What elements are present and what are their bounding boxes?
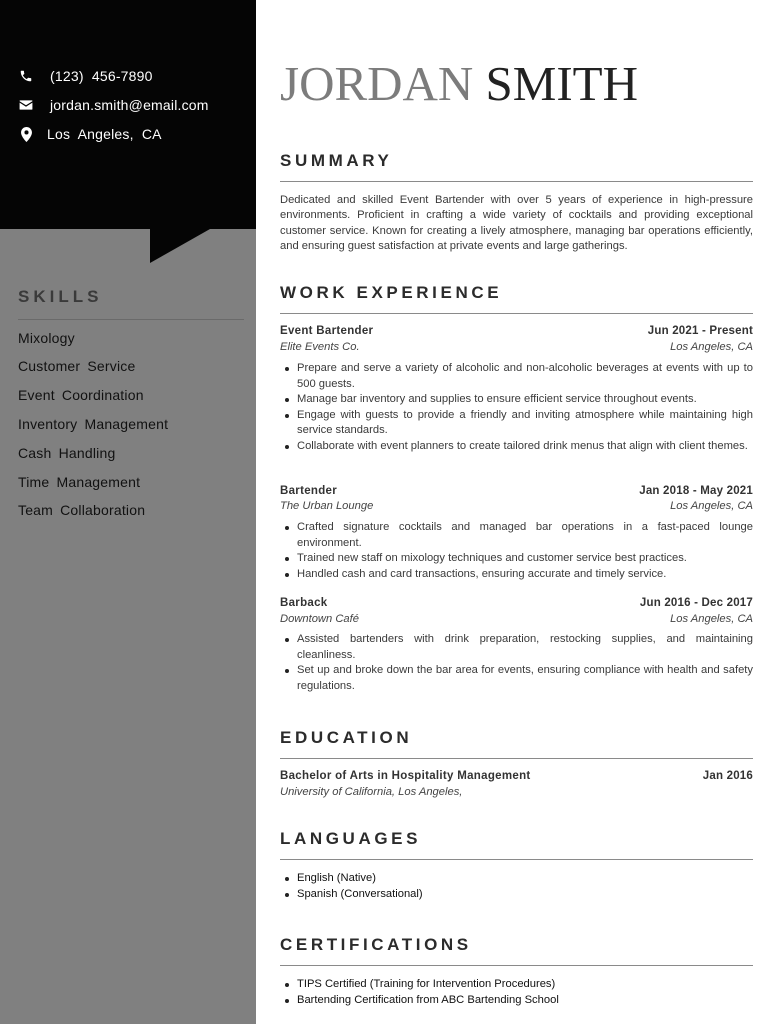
list-item: Handled cash and card transactions, ensuring accurate and timely service. xyxy=(280,567,753,583)
list-item: Bartending Certification from ABC Bartending School xyxy=(280,993,753,1009)
graduation-date: Jan 2016 xyxy=(702,770,753,782)
job-dates: Jan 2018 - May 2021 xyxy=(639,485,753,497)
job-title: Event Bartender xyxy=(280,325,374,337)
skill-item: Team Collaboration xyxy=(18,502,146,518)
job-location: Los Angeles, CA xyxy=(670,341,753,353)
contact-phone xyxy=(18,68,153,84)
job-dates: Jun 2021 - Present xyxy=(647,325,753,337)
skill-item: Event Coordination xyxy=(18,387,144,403)
skill-item: Inventory Management xyxy=(18,416,169,432)
skill-item: Mixology xyxy=(18,330,75,346)
summary-divider xyxy=(280,181,753,182)
list-item: Prepare and serve a variety of alcoholic and non-alcoholic beverages at events with up to 500 guests. xyxy=(280,361,753,392)
skills-heading: SKILLS xyxy=(18,287,103,306)
languages-heading: LANGUAGES xyxy=(280,829,422,848)
list-item: TIPS Certified (Training for Intervention Procedures) xyxy=(280,977,753,993)
envelope-icon xyxy=(18,97,34,113)
list-item: Spanish (Conversational) xyxy=(280,887,753,903)
degree: Bachelor of Arts in Hospitality Management xyxy=(280,770,531,782)
job-employer: The Urban Lounge xyxy=(280,500,374,512)
list-item: Manage bar inventory and supplies to ensure efficient service throughout events. xyxy=(280,392,753,408)
skills-divider xyxy=(18,319,244,320)
skill-item: Cash Handling xyxy=(18,445,116,461)
certifications-heading: CERTIFICATIONS xyxy=(280,935,472,954)
job-employer: Downtown Café xyxy=(280,613,359,625)
list-item: Assisted bartenders with drink preparation, restocking supplies, and maintaining cleanliness. xyxy=(280,632,753,663)
list-item: Engage with guests to provide a friendly and inviting atmosphere while maintaining high service standards. xyxy=(280,408,753,439)
email-text: jordan.smith@email.com xyxy=(50,97,209,113)
phone-icon xyxy=(18,68,34,84)
certifications-divider xyxy=(280,965,753,966)
contact-location xyxy=(18,126,162,142)
last-name: SMITH xyxy=(485,56,639,111)
education-divider xyxy=(280,758,753,759)
school: University of California, Los Angeles, xyxy=(280,786,463,798)
contact-email xyxy=(18,97,209,113)
job-title: Barback xyxy=(280,597,328,609)
list-item: Set up and broke down the bar area for events, ensuring compliance with health and safety regulations. xyxy=(280,663,753,694)
job-dates: Jun 2016 - Dec 2017 xyxy=(639,597,753,609)
experience-divider xyxy=(280,313,753,314)
list-item: Collaborate with event planners to create tailored drink menus that align with client themes. xyxy=(280,439,753,455)
candidate-name xyxy=(280,55,638,112)
languages-divider xyxy=(280,859,753,860)
skill-item: Time Management xyxy=(18,474,141,490)
languages-list xyxy=(280,871,753,902)
list-item: English (Native) xyxy=(280,871,753,887)
job-employer: Elite Events Co. xyxy=(280,341,360,353)
location-text: Los Angeles, CA xyxy=(47,126,162,142)
skill-item: Customer Service xyxy=(18,358,136,374)
map-pin-icon xyxy=(18,126,34,142)
job-location: Los Angeles, CA xyxy=(670,613,753,625)
contact-panel xyxy=(0,0,256,229)
summary-text: Dedicated and skilled Event Bartender with over 5 years of experience in high-pressure environments. Proficient in crafting a wide variety of cocktails and providing exceptional customer service. Known for creating a lively atmosphere, managing bar operations efficiently, and ensuring guest satisfaction at private events and large gatherings. xyxy=(280,194,753,252)
job-responsibilities xyxy=(280,520,753,582)
job-location: Los Angeles, CA xyxy=(670,500,753,512)
certifications-list xyxy=(280,977,753,1008)
job-title: Bartender xyxy=(280,485,338,497)
list-item: Trained new staff on mixology techniques and customer service best practices. xyxy=(280,551,753,567)
contact-panel-notch xyxy=(150,229,210,263)
summary-heading: SUMMARY xyxy=(280,151,393,170)
first-name: JORDAN xyxy=(280,56,474,111)
job-responsibilities xyxy=(280,632,753,694)
education-heading: EDUCATION xyxy=(280,728,413,747)
job-responsibilities xyxy=(280,361,753,454)
experience-heading: WORK EXPERIENCE xyxy=(280,283,503,302)
list-item: Crafted signature cocktails and managed bar operations in a fast-paced lounge environment. xyxy=(280,520,753,551)
phone-text: (123) 456-7890 xyxy=(50,68,153,84)
